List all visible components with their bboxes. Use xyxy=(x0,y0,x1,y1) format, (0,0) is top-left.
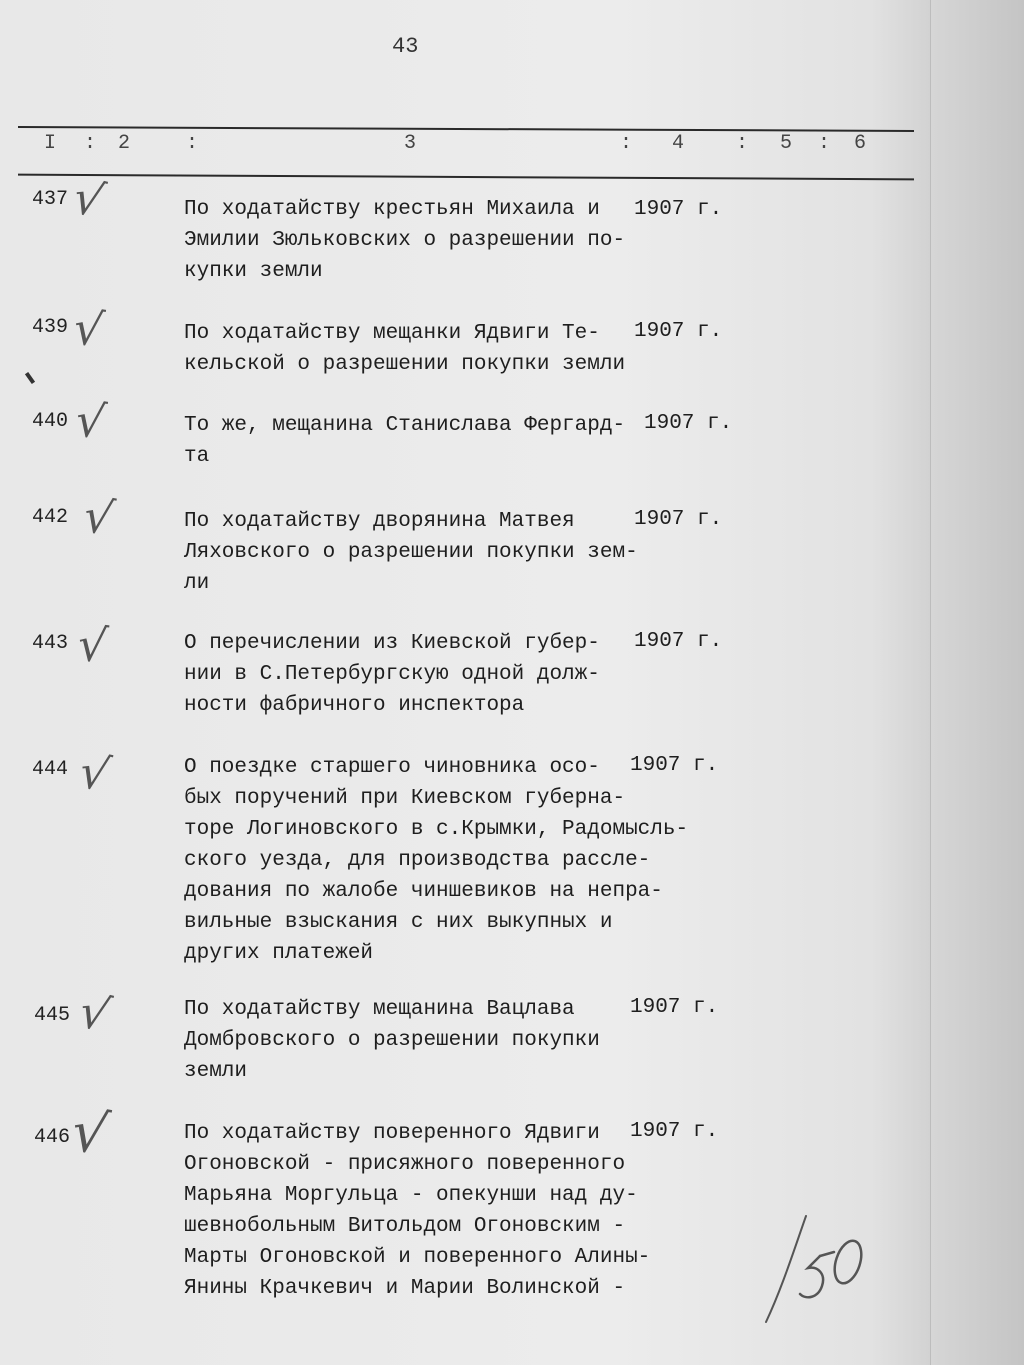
entry-description: По ходатайству дворянина Матвея Ляховского о разрешении покупки зем- ли xyxy=(184,510,638,595)
entry-number: 446 xyxy=(34,1126,71,1149)
column-header-3: 3 xyxy=(404,132,417,155)
entry-date: 1907 г. xyxy=(630,1120,719,1143)
check-mark-icon: √ xyxy=(79,487,118,547)
header-bottom-rule xyxy=(18,174,914,181)
page-number: 43 xyxy=(392,34,419,59)
entry-description: По ходатайству крестьян Михаила и Эмилии Зюльковских о разрешении по- купки земли xyxy=(184,198,626,283)
check-mark-icon: √ xyxy=(73,983,116,1043)
check-mark-icon: √ xyxy=(74,743,115,803)
entry-date: 1907 г. xyxy=(634,198,723,221)
entry-date: 1907 г. xyxy=(634,320,723,343)
check-mark-icon: √ xyxy=(72,392,109,450)
column-separator: : xyxy=(186,132,199,155)
handwritten-sheet-number xyxy=(760,1210,880,1330)
entry-number: 437 xyxy=(32,188,69,211)
column-header-6: 6 xyxy=(854,132,867,155)
check-mark-icon: √ xyxy=(75,616,111,674)
entry-date: 1907 г. xyxy=(634,630,723,653)
column-header-4: 4 xyxy=(672,132,685,155)
check-mark-icon: √ xyxy=(66,1098,114,1169)
column-separator: : xyxy=(84,132,97,155)
entry-description: О перечислении из Киевской губер- нии в С.Петербургскую одной долж- ности фабричного инспектора xyxy=(184,632,600,717)
entry-number: 445 xyxy=(34,1004,71,1027)
entry-description: То же, мещанина Станислава Фергард- та xyxy=(184,414,626,468)
column-header-5: 5 xyxy=(780,132,793,155)
entry-date: 1907 г. xyxy=(630,754,719,777)
entry-description: По ходатайству мещанки Ядвиги Те- кельской о разрешении покупки земли xyxy=(184,322,626,376)
entry-description: По ходатайству поверенного Ядвиги Огоновской - присяжного поверенного Марьяна Моргульца - опекунши над ду- шевнобольным Витольдом Огоновским - Марты Огоновской и поверенного Алины- Янины Крачкевич и Марии Волинской - xyxy=(184,1122,651,1300)
entry-description: По ходатайству мещанина Вацлава Домбровского о разрешении покупки земли xyxy=(184,998,600,1083)
entry-number: 439 xyxy=(32,316,69,339)
entry-date: 1907 г. xyxy=(630,996,719,1019)
check-mark-icon: √ xyxy=(67,169,110,229)
entry-number: 443 xyxy=(32,632,69,655)
check-mark-icon: √ xyxy=(70,300,107,358)
column-separator: : xyxy=(736,132,749,155)
entry-number: 442 xyxy=(32,506,69,529)
column-header-1: I xyxy=(44,132,57,155)
column-separator: : xyxy=(818,132,831,155)
entry-date: 1907 г. xyxy=(644,412,733,435)
page-edge xyxy=(930,0,1024,1365)
column-separator: : xyxy=(620,132,633,155)
entry-date: 1907 г. xyxy=(634,508,723,531)
entry-number: 444 xyxy=(32,758,69,781)
entry-description: О поездке старшего чиновника осо- бых поручений при Киевском губерна- торе Логиновского в с.Крымки, Радомысль- ского уезда, для производства рассле- дования по жалобе чиншевиков на непра- вильные взыскания с них выкупных и других платежей xyxy=(184,756,689,965)
stray-mark xyxy=(25,372,35,384)
column-header-2: 2 xyxy=(118,132,131,155)
entry-number: 440 xyxy=(32,410,69,433)
